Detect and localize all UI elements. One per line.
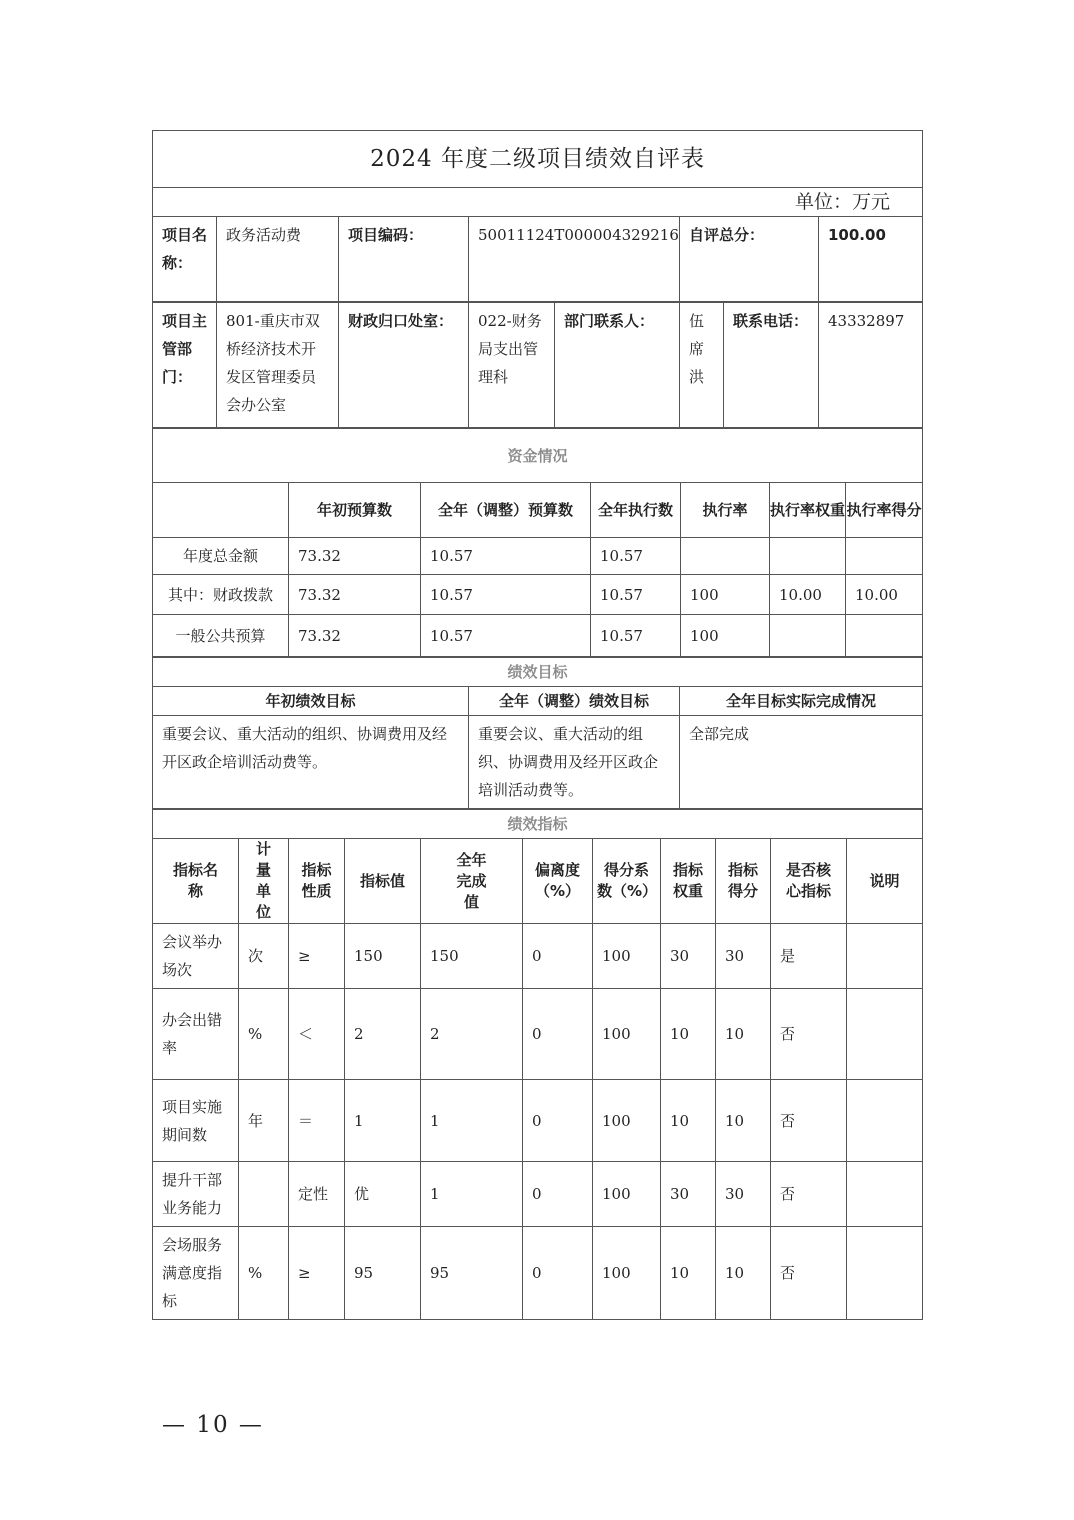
indicator-cell: 0: [523, 924, 593, 989]
indicator-header-cell: 指标值: [345, 839, 421, 924]
funds-row-label: 其中：财政拨款: [153, 575, 289, 615]
table-row: [153, 989, 923, 1080]
funds-cell: 100: [681, 615, 770, 657]
table-row: [153, 1162, 923, 1227]
indicator-cell: 会场服务满意度指标: [153, 1227, 239, 1320]
phone-value: 43332897: [819, 303, 923, 428]
indicator-header-cell: 指标名称: [153, 839, 239, 924]
indicator-cell: 0: [523, 989, 593, 1080]
finance-office-value: 022-财务局支出管理科: [469, 303, 555, 428]
indicator-cell: 30: [661, 924, 716, 989]
indicator-cell: 30: [716, 1162, 771, 1227]
contact-value: 伍席洪: [680, 303, 724, 428]
indicator-cell: 优: [345, 1162, 421, 1227]
indicator-cell: 0: [523, 1162, 593, 1227]
indicator-cell: 否: [771, 1080, 847, 1162]
funds-header-cell: 执行率权重: [770, 483, 846, 538]
funds-cell: 10.00: [846, 575, 923, 615]
table-row: [153, 1080, 923, 1162]
table-row: [153, 1227, 923, 1320]
funds-cell: [846, 615, 923, 657]
indicator-cell: 1: [345, 1080, 421, 1162]
indicators-section-title: 绩效指标: [153, 810, 923, 839]
goals-header-cell: 全年（调整）绩效目标: [469, 687, 680, 716]
funds-cell: 73.32: [289, 575, 421, 615]
project-name-value: 政务活动费: [217, 217, 339, 302]
indicator-cell: 否: [771, 989, 847, 1080]
funds-section-title: 资金情况: [153, 429, 923, 483]
initial-goal: 重要会议、重大活动的组织、协调费用及经开区政企培训活动费等。: [153, 716, 469, 809]
dept-label: 项目主管部门：: [153, 303, 217, 428]
funds-header-blank: [153, 483, 289, 538]
indicator-cell: [847, 1080, 923, 1162]
indicator-cell: ≥: [289, 924, 345, 989]
goals-header-cell: 全年目标实际完成情况: [680, 687, 923, 716]
funds-header-cell: 全年执行数: [591, 483, 681, 538]
funds-row-label: 年度总金额: [153, 538, 289, 575]
phone-label: 联系电话：: [724, 303, 819, 428]
indicator-cell: 2: [421, 989, 523, 1080]
indicator-cell: 100: [593, 989, 661, 1080]
indicator-cell: 10: [661, 989, 716, 1080]
indicator-cell: 次: [239, 924, 289, 989]
adjusted-goal: 重要会议、重大活动的组织、协调费用及经开区政企培训活动费等。: [469, 716, 680, 809]
funds-cell: 10.57: [421, 615, 591, 657]
indicator-cell: 项目实施期间数: [153, 1080, 239, 1162]
funds-cell: 100: [681, 575, 770, 615]
table-row: [153, 575, 923, 615]
indicator-cell: 10: [661, 1080, 716, 1162]
funds-row-label: 一般公共预算: [153, 615, 289, 657]
funds-cell: [681, 538, 770, 575]
indicator-cell: 是: [771, 924, 847, 989]
page-number: — 10 —: [162, 1412, 264, 1438]
goals-section-title: 绩效目标: [153, 658, 923, 687]
indicator-cell: 10: [716, 989, 771, 1080]
indicator-cell: 10: [661, 1227, 716, 1320]
indicator-header-cell: 得分系数（%）: [593, 839, 661, 924]
department-table: [152, 302, 923, 428]
indicator-cell: 95: [345, 1227, 421, 1320]
indicator-header-cell: 指标得分: [716, 839, 771, 924]
funds-cell: 10.57: [421, 575, 591, 615]
funds-header-cell: 执行率得分: [846, 483, 923, 538]
funds-cell: [846, 538, 923, 575]
indicator-cell: %: [239, 989, 289, 1080]
contact-label: 部门联系人：: [555, 303, 680, 428]
indicator-cell: [847, 989, 923, 1080]
goals-table: [152, 657, 923, 809]
goals-header-cell: 年初绩效目标: [153, 687, 469, 716]
funds-cell: [770, 538, 846, 575]
project-code-value: 50011124T000004329216: [469, 217, 680, 302]
indicator-cell: 100: [593, 1227, 661, 1320]
finance-office-label: 财政归口处室：: [339, 303, 469, 428]
unit-label: 单位：万元: [153, 188, 923, 217]
indicator-cell: ＜: [289, 989, 345, 1080]
indicator-header-cell: 指标性质: [289, 839, 345, 924]
indicator-header-cell: 计量单位: [239, 839, 289, 924]
indicator-cell: 150: [345, 924, 421, 989]
funds-cell: [770, 615, 846, 657]
indicator-cell: 150: [421, 924, 523, 989]
header-table: [152, 130, 923, 302]
indicator-cell: [239, 1162, 289, 1227]
table-row: [153, 615, 923, 657]
funds-cell: 10.00: [770, 575, 846, 615]
indicator-cell: 0: [523, 1227, 593, 1320]
indicator-cell: 提升干部业务能力: [153, 1162, 239, 1227]
indicator-header-cell: 全年完成值: [421, 839, 523, 924]
indicator-header-cell: 是否核心指标: [771, 839, 847, 924]
project-name-label: 项目名称：: [153, 217, 217, 302]
indicator-cell: %: [239, 1227, 289, 1320]
indicator-cell: 办会出错率: [153, 989, 239, 1080]
indicators-table: [152, 809, 923, 1320]
indicator-cell: 2: [345, 989, 421, 1080]
indicator-cell: 10: [716, 1080, 771, 1162]
indicator-cell: 年: [239, 1080, 289, 1162]
indicator-cell: 100: [593, 1080, 661, 1162]
indicator-cell: 10: [716, 1227, 771, 1320]
indicator-cell: 95: [421, 1227, 523, 1320]
project-code-label: 项目编码：: [339, 217, 469, 302]
indicator-cell: 1: [421, 1162, 523, 1227]
indicator-cell: 0: [523, 1080, 593, 1162]
indicator-cell: 1: [421, 1080, 523, 1162]
table-row: [153, 924, 923, 989]
indicator-cell: 否: [771, 1227, 847, 1320]
indicator-cell: ＝: [289, 1080, 345, 1162]
score-label: 自评总分：: [680, 217, 819, 302]
indicator-cell: 定性: [289, 1162, 345, 1227]
actual-completion: 全部完成: [680, 716, 923, 809]
indicator-header-cell: 偏离度（%）: [523, 839, 593, 924]
funds-cell: 73.32: [289, 538, 421, 575]
funds-cell: 10.57: [591, 538, 681, 575]
funds-cell: 73.32: [289, 615, 421, 657]
funds-header-cell: 全年（调整）预算数: [421, 483, 591, 538]
indicator-cell: 否: [771, 1162, 847, 1227]
indicator-cell: ≥: [289, 1227, 345, 1320]
indicator-cell: 100: [593, 1162, 661, 1227]
indicator-cell: 会议举办场次: [153, 924, 239, 989]
funds-header-cell: 执行率: [681, 483, 770, 538]
indicator-header-cell: 指标权重: [661, 839, 716, 924]
funds-cell: 10.57: [591, 615, 681, 657]
indicator-cell: [847, 924, 923, 989]
funds-header-cell: 年初预算数: [289, 483, 421, 538]
indicator-cell: 100: [593, 924, 661, 989]
evaluation-form: [152, 130, 922, 1320]
indicator-cell: 30: [716, 924, 771, 989]
indicator-cell: [847, 1162, 923, 1227]
indicator-header-cell: 说明: [847, 839, 923, 924]
funds-cell: 10.57: [421, 538, 591, 575]
form-title: 2024 年度二级项目绩效自评表: [153, 131, 923, 188]
table-row: [153, 538, 923, 575]
funds-cell: 10.57: [591, 575, 681, 615]
indicator-cell: 30: [661, 1162, 716, 1227]
funds-table: [152, 428, 923, 657]
score-value: 100.00: [819, 217, 923, 302]
indicator-cell: [847, 1227, 923, 1320]
dept-value: 801-重庆市双桥经济技术开发区管理委员会办公室: [217, 303, 339, 428]
